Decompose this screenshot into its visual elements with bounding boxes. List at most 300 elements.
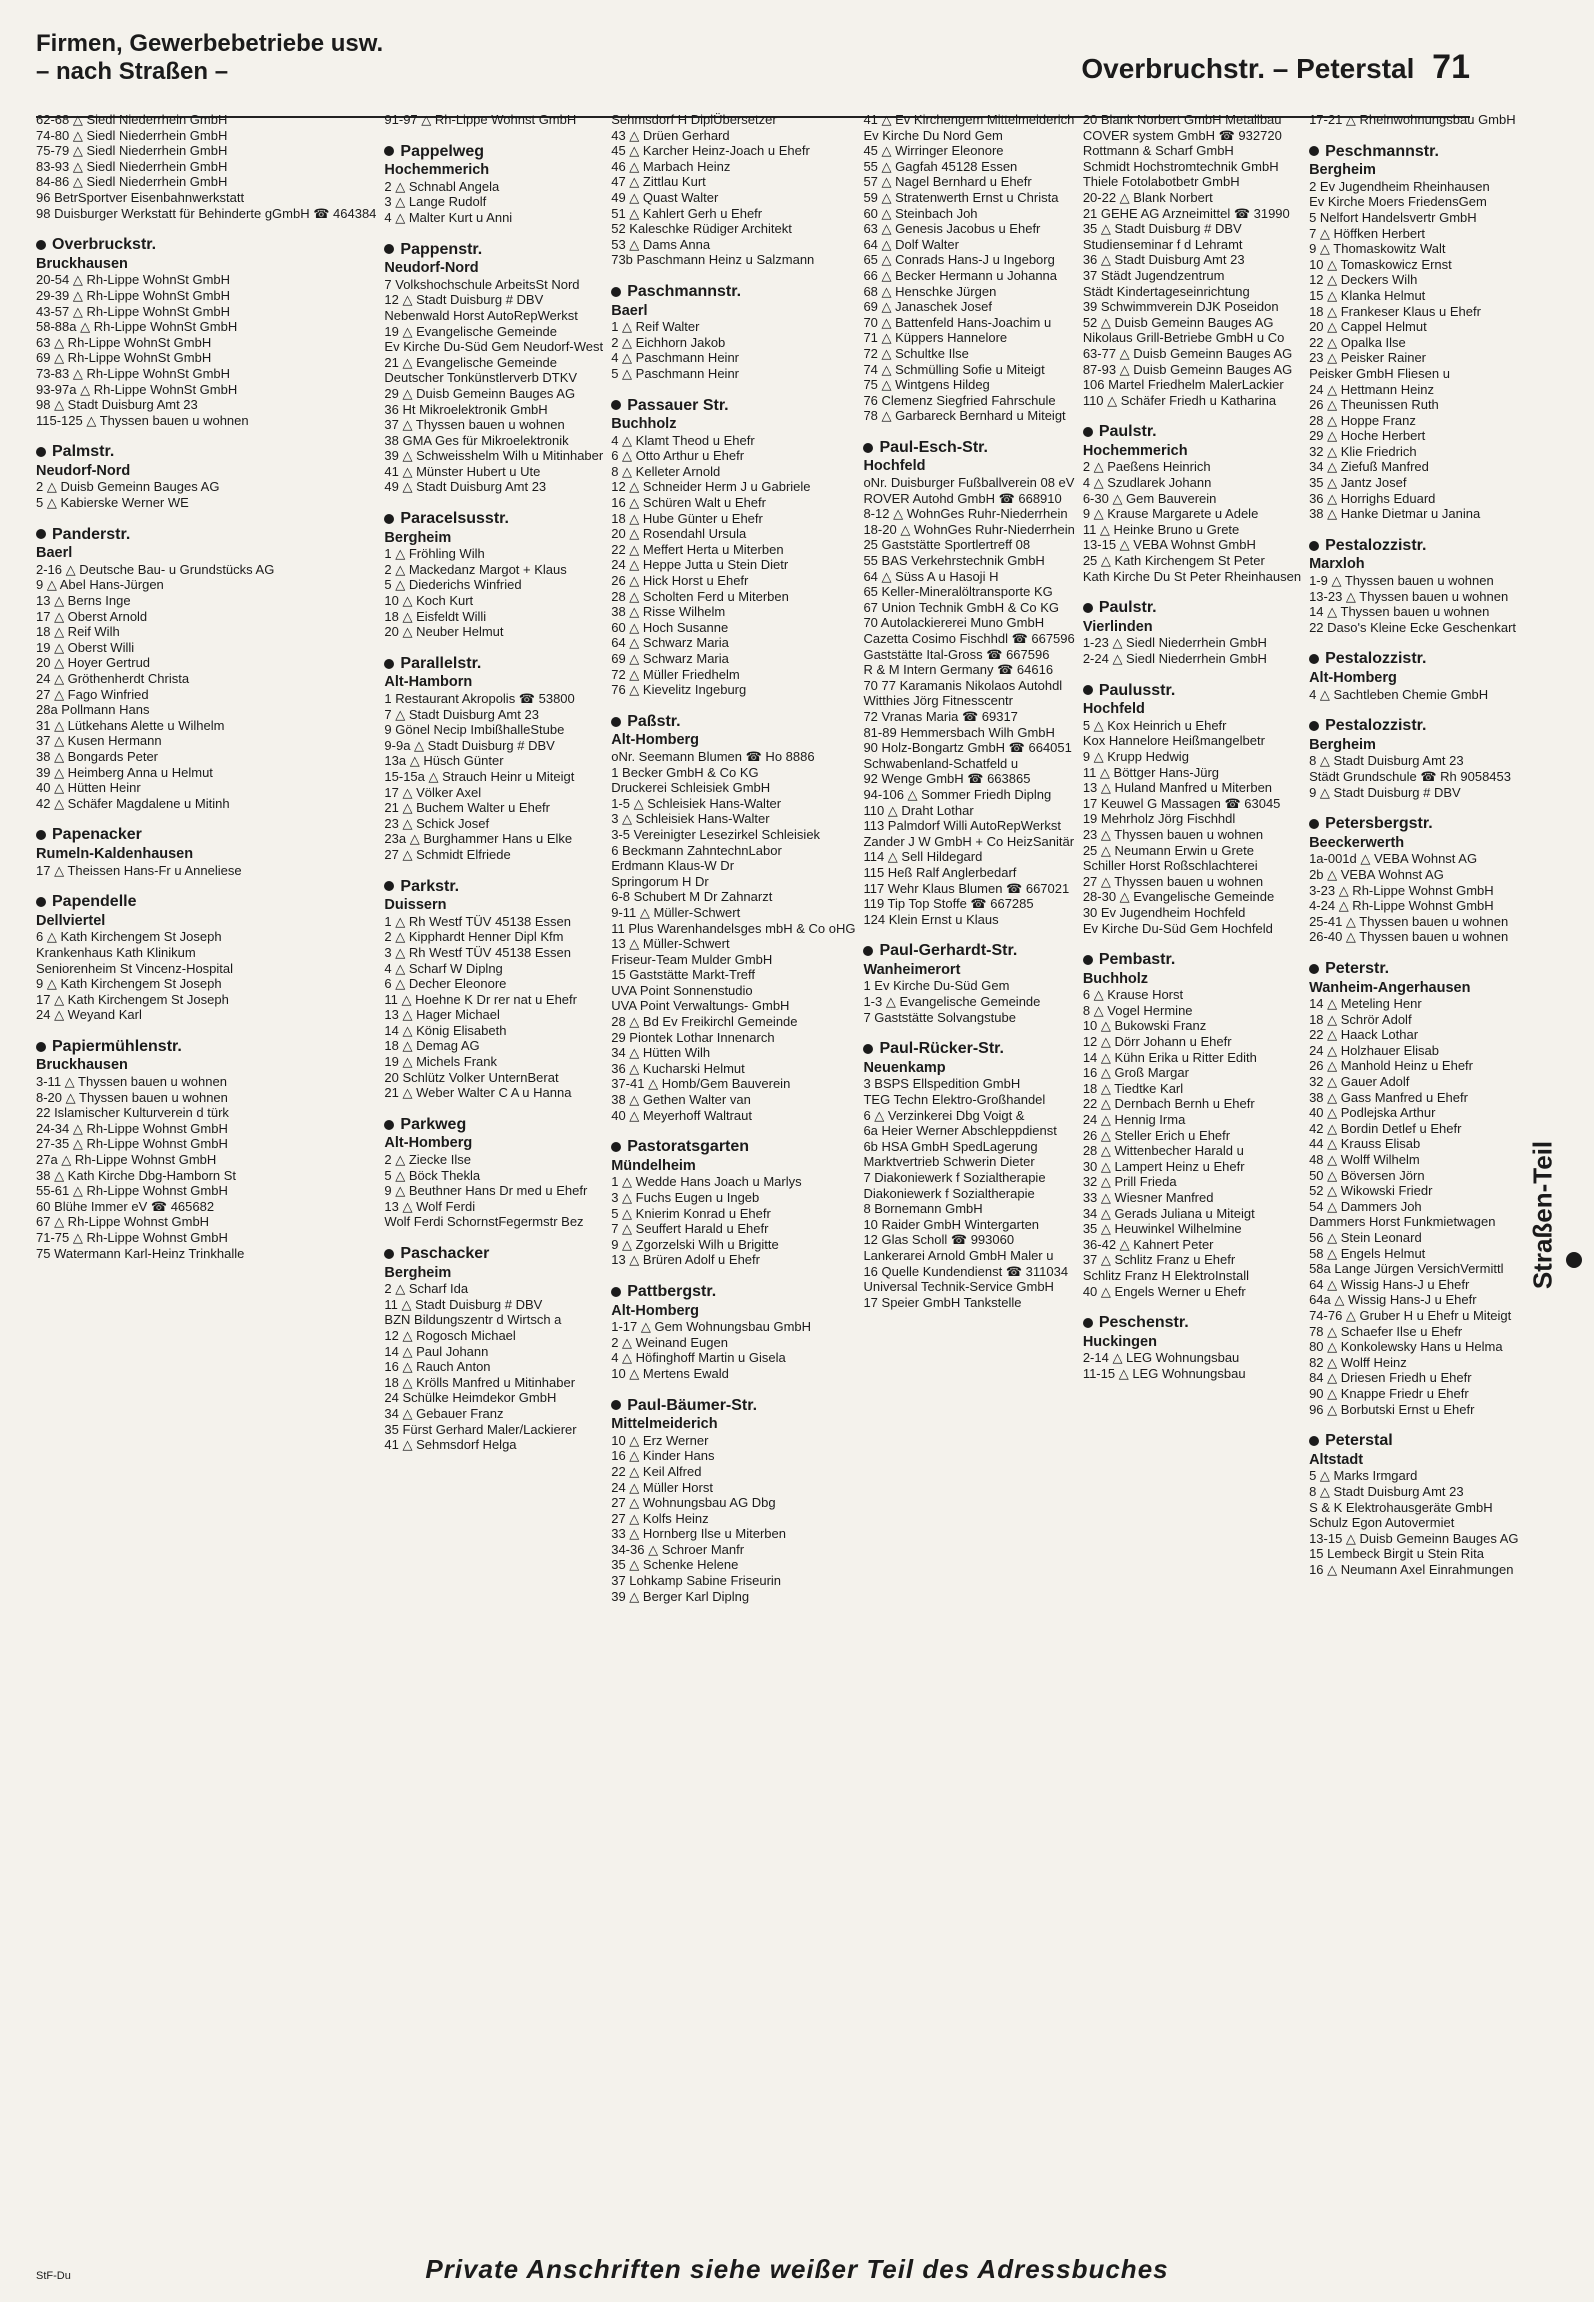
bullet-icon: [1083, 685, 1093, 695]
directory-entry: 10 △ Koch Kurt: [384, 593, 474, 609]
directory-entry: 6 △ Otto Arthur u Ehefr: [611, 448, 745, 464]
directory-entry: 8 △ Kelleter Arnold: [611, 463, 721, 479]
bullet-icon: [1083, 603, 1093, 613]
directory-entry: 67 Union Technik GmbH & Co KG: [863, 599, 1060, 615]
bullet-icon: [384, 146, 394, 156]
directory-entry: 36 △ Horrighs Eduard: [1309, 490, 1436, 506]
directory-entry: 17 Speier GmbH Tankstelle: [863, 1294, 1022, 1310]
directory-entry: 28 △ Bd Ev Freikirchl Gemeinde: [611, 1014, 798, 1030]
district-name: Bergheim: [384, 1264, 452, 1281]
directory-entry: 6 Beckmann ZahntechnLabor: [611, 842, 782, 858]
street-block: [384, 1117, 603, 1230]
directory-entry: 16 △ Rauch Anton: [384, 1359, 491, 1375]
directory-entry: 6 △ Krause Horst: [1082, 987, 1184, 1003]
district-name: Marxloh: [1309, 556, 1365, 573]
directory-entry: 74 △ Schmülling Sofie u Miteigt: [863, 361, 1045, 377]
directory-entry: Witthies Jörg Fitnesscentr: [863, 693, 1013, 709]
district-name: Alt-Homberg: [611, 732, 700, 749]
directory-entry: 34 △ Hütten Wilh: [611, 1045, 711, 1061]
directory-entry: 13 △ Huland Manfred u Miterben: [1082, 780, 1273, 796]
directory-entry: 4 △ Klamt Theod u Ehefr: [611, 432, 755, 448]
district-name: Wanheimerort: [863, 961, 961, 978]
street-heading: [1309, 718, 1518, 734]
street-block: [36, 894, 376, 1023]
directory-entry: 13 △ Wolf Ferdi: [384, 1198, 476, 1214]
directory-entry: 22 △ Haack Lothar: [1309, 1027, 1419, 1043]
directory-entry: 115 Heß Ralf Anglerbedarf: [863, 864, 1017, 880]
directory-entry: 84-86 △ Siedl Niederrhein GmbH: [36, 174, 228, 190]
directory-entry: 75-79 △ Siedl Niederrhein GmbH: [36, 143, 228, 159]
directory-entry: 73-83 △ Rh-Lippe WohnSt GmbH: [36, 365, 231, 381]
directory-entry: 7 △ Stadt Duisburg Amt 23: [384, 706, 539, 722]
directory-entry: 1-3 △ Evangelische Gemeinde: [863, 994, 1041, 1010]
street-block: [863, 112, 1074, 424]
directory-entry: 52 △ Wikowski Friedr: [1309, 1183, 1433, 1199]
directory-entry: 53 △ Dams Anna: [611, 236, 711, 252]
directory-entry: 60 △ Hoch Susanne: [611, 619, 729, 635]
district-name: Buchholz: [1082, 970, 1149, 987]
directory-entry: Zander J W GmbH + Co HeizSanitär: [863, 833, 1075, 849]
directory-entry: 2 △ Kipphardt Henner Dipl Kfm: [384, 929, 564, 945]
directory-entry: 22 △ Opalka Ilse: [1309, 334, 1406, 350]
street-heading: [384, 879, 603, 895]
directory-entry: 9 △ Kath Kirchengem St Joseph: [36, 976, 222, 992]
directory-entry: 34 △ Gebauer Franz: [384, 1405, 504, 1421]
directory-entry: Kath Kirche Du St Peter Rheinhausen: [1082, 568, 1302, 584]
street-name: Pattbergstr.: [627, 1282, 717, 1300]
street-block: [1309, 961, 1518, 1417]
directory-entry: 2b △ VEBA Wohnst AG: [1309, 866, 1444, 882]
district-name: Bergheim: [384, 529, 452, 546]
directory-entry: Krankenhaus Kath Klinikum: [36, 944, 196, 960]
street-heading: [1083, 1315, 1301, 1331]
directory-entry: 10 △ Tomaskowicz Ernst: [1309, 256, 1452, 272]
street-name: Paulusstr.: [1098, 681, 1176, 699]
directory-entry: 43-57 △ Rh-Lippe WohnSt GmbH: [36, 303, 231, 319]
street-block: [36, 444, 376, 510]
directory-entry: 37 Lohkamp Sabine Friseurin: [611, 1573, 782, 1589]
directory-entry: 29-39 △ Rh-Lippe WohnSt GmbH: [36, 287, 231, 303]
directory-entry: 33 △ Wiesner Manfred: [1082, 1190, 1214, 1205]
directory-entry: UVA Point Verwaltungs- GmbH: [611, 998, 790, 1014]
directory-entry: oNr. Seemann Blumen ☎ Ho 8886: [611, 748, 815, 764]
directory-entry: 73b Paschmann Heinz u Salzmann: [611, 252, 815, 268]
street-name: Parkstr.: [400, 877, 460, 895]
directory-entry: 80 △ Konkolewsky Hans u Helma: [1309, 1339, 1503, 1355]
directory-entry: 28 △ Hoppe Franz: [1309, 412, 1416, 428]
directory-entry: 24 △ Heppe Jutta u Stein Dietr: [611, 557, 789, 573]
directory-entry: 75 Watermann Karl-Heinz Trinkhalle: [36, 1245, 245, 1261]
directory-entry: 22 △ Dernbach Bernh u Ehefr: [1082, 1096, 1255, 1112]
directory-entry: 34 △ Gerads Juliana u Miteigt: [1082, 1205, 1255, 1221]
bullet-icon: [384, 1120, 394, 1130]
bullet-icon: [1309, 964, 1319, 974]
directory-entry: 18-20 △ WohnGes Ruhr-Niederrhein: [863, 521, 1075, 537]
directory-entry: 25 △ Kath Kirchengem St Peter: [1082, 553, 1265, 569]
bullet-icon: [36, 447, 46, 457]
directory-entry: 67 △ Rh-Lippe Wohnst GmbH: [36, 1214, 210, 1230]
bullet-icon: [1083, 1318, 1093, 1328]
directory-entry: 32 △ Klie Friedrich: [1309, 443, 1417, 459]
directory-entry: 9 △ Krupp Hedwig: [1082, 748, 1189, 764]
directory-entry: 4 △ Sachtleben Chemie GmbH: [1309, 686, 1489, 702]
directory-entry: 36 Ht Mikroelektronik GmbH: [384, 401, 548, 417]
directory-entry: 2-14 △ LEG Wohnungsbau: [1082, 1350, 1240, 1366]
directory-entry: 4-24 △ Rh-Lippe Wohnst GmbH: [1309, 898, 1494, 914]
directory-entry: Nebenwald Horst AutoRepWerkst: [384, 307, 578, 323]
street-heading: [36, 827, 376, 843]
directory-entry: 110 △ Draht Lothar: [863, 802, 974, 818]
bullet-icon: [611, 1142, 621, 1152]
directory-entry: 26 △ Steller Erich u Ehefr: [1082, 1127, 1231, 1143]
directory-entry: 35 △ Heuwinkel Wilhelmine: [1082, 1221, 1242, 1237]
directory-entry: 16 △ Schüren Walt u Ehefr: [611, 495, 766, 511]
street-heading: [36, 894, 376, 910]
directory-entry: 40 △ Engels Werner u Ehefr: [1082, 1283, 1246, 1299]
directory-entry: 14 △ König Elisabeth: [384, 1022, 507, 1038]
directory-entry: 27 △ Wohnungsbau AG Dbg: [611, 1495, 776, 1511]
street-name: Panderstr.: [52, 525, 131, 543]
directory-entry: 12 △ Dörr Johann u Ehefr: [1082, 1034, 1232, 1050]
directory-entry: 40 △ Hütten Heinr: [36, 780, 141, 796]
directory-entry: 19 Mehrholz Jörg Fischhdl: [1082, 811, 1236, 827]
directory-entry: 113 Palmdorf Willi AutoRepWerkst: [863, 818, 1061, 834]
directory-entry: 10 △ Mertens Ewald: [611, 1365, 729, 1381]
directory-column: [1083, 112, 1301, 2192]
directory-entry: 70 77 Karamanis Nikolaos Autohdl: [863, 677, 1063, 693]
directory-entry: Peisker GmbH Fliesen u: [1309, 365, 1450, 381]
directory-entry: 3 △ Fuchs Eugen u Ingeb: [611, 1190, 760, 1205]
directory-entry: 8 △ Stadt Duisburg Amt 23: [1309, 1483, 1464, 1499]
district-name: Vierlinden: [1082, 618, 1153, 635]
street-block: [611, 112, 855, 268]
bullet-icon: [611, 1400, 621, 1410]
district-name: Hochemmerich: [1082, 442, 1188, 459]
directory-entry: 28 △ Scholten Ferd u Miterben: [611, 588, 789, 604]
directory-entry: COVER system GmbH ☎ 932720: [1082, 127, 1282, 143]
street-heading: [1083, 600, 1301, 616]
street-heading: [384, 144, 603, 160]
directory-entry: 17 Keuwel G Massagen ☎ 63045: [1082, 795, 1281, 811]
directory-entry: 10 Raider GmbH Wintergarten: [863, 1216, 1040, 1232]
street-heading: [1309, 144, 1518, 160]
directory-entry: 49 △ Stadt Duisburg Amt 23: [384, 479, 547, 495]
directory-entry: 27 △ Schmidt Elfriede: [384, 846, 511, 862]
directory-entry: 17-21 △ Rheinwohnungsbau GmbH: [1309, 112, 1516, 127]
directory-entry: 28-30 △ Evangelische Gemeinde: [1082, 889, 1275, 905]
directory-entry: 71 △ Küppers Hannelore: [863, 330, 1008, 346]
directory-entry: 21 △ Evangelische Gemeinde: [384, 354, 558, 370]
directory-entry: 74-80 △ Siedl Niederrhein GmbH: [36, 127, 228, 143]
bullet-icon: [36, 897, 46, 907]
directory-entry: 21 △ Weber Walter C A u Hanna: [384, 1085, 572, 1101]
directory-entry: 39 △ Berger Karl Diplng: [611, 1588, 750, 1604]
directory-entry: 20 △ Hoyer Gertrud: [36, 655, 151, 671]
directory-entry: 2-16 △ Deutsche Bau- u Grundstücks AG: [36, 561, 275, 577]
street-name: Paulstr.: [1098, 423, 1157, 441]
directory-entry: Ev Kirche Du Nord Gem: [863, 127, 1003, 143]
directory-entry: 24 Schülke Heimdekor GmbH: [384, 1390, 557, 1406]
directory-entry: 19 △ Michels Frank: [384, 1054, 497, 1070]
directory-entry: 4 △ Scharf W Diplng: [384, 960, 503, 976]
footer-code: StF-Du: [36, 2270, 71, 2282]
district-name: Neudorf-Nord: [36, 462, 131, 479]
directory-entry: Studienseminar f d Lehramt: [1082, 236, 1243, 252]
bullet-icon: [36, 1042, 46, 1052]
directory-entry: 83-93 △ Siedl Niederrhein GmbH: [36, 158, 228, 174]
directory-entry: 37 △ Schlitz Franz u Ehefr: [1082, 1252, 1236, 1268]
directory-entry: 21 GEHE AG Arzneimittel ☎ 31990: [1082, 205, 1290, 221]
directory-entry: 54 △ Dammers Joh: [1309, 1198, 1422, 1214]
directory-entry: 25-41 △ Thyssen bauen u wohnen: [1309, 913, 1509, 929]
directory-entry: Erdmann Klaus-W Dr: [611, 858, 735, 874]
district-name: Bruckhausen: [36, 1057, 128, 1074]
directory-entry: 22 Daso's Kleine Ecke Geschenkart: [1309, 619, 1517, 635]
district-name: Baerl: [611, 302, 648, 319]
street-heading: [1309, 961, 1518, 977]
directory-entry: 26 △ Hick Horst u Ehefr: [611, 573, 749, 589]
directory-entry: 75 △ Wintgens Hildeg: [863, 377, 990, 393]
directory-entry: 38 △ Kath Kirche Dbg-Hamborn St: [36, 1167, 237, 1183]
directory-entry: 1 Ev Kirche Du-Süd Gem: [863, 978, 1010, 994]
directory-entry: 13 △ Müller-Schwert: [611, 936, 730, 952]
directory-entry: 57 △ Nagel Bernhard u Ehefr: [863, 174, 1032, 190]
directory-entry: 4 △ Malter Kurt u Anni: [384, 209, 513, 225]
street-heading: [36, 444, 376, 460]
directory-entry: 93-97a △ Rh-Lippe WohnSt GmbH: [36, 381, 238, 397]
directory-entry: 32 △ Gauer Adolf: [1309, 1074, 1410, 1090]
directory-entry: 19 △ Evangelische Gemeinde: [384, 323, 558, 339]
district-name: Alt-Hamborn: [384, 674, 473, 691]
directory-column: [611, 112, 855, 2192]
bullet-icon: [384, 1249, 394, 1259]
directory-entry: Marktvertrieb Schwerin Dieter: [863, 1154, 1035, 1170]
street-block: [611, 1284, 855, 1382]
district-name: Duissern: [384, 897, 447, 914]
directory-entry: 34-36 △ Schroer Manfr: [611, 1541, 745, 1557]
street-name: Pappelweg: [400, 142, 484, 160]
directory-entry: 10 △ Erz Werner: [611, 1432, 709, 1448]
bullet-icon: [611, 287, 621, 297]
directory-entry: 64 △ Süss A u Hasoji H: [863, 568, 999, 584]
directory-entry: 1 △ Rh Westf TÜV 45138 Essen: [384, 913, 571, 929]
directory-entry: 7 △ Höffken Herbert: [1309, 225, 1426, 241]
street-heading: [1083, 424, 1301, 440]
directory-entry: 59 △ Stratenwerth Ernst u Christa: [863, 189, 1059, 205]
directory-entry: Thiele Fotolabotbetr GmbH: [1082, 174, 1240, 190]
bullet-icon: [1309, 819, 1319, 829]
directory-entry: Schiller Horst Roßschlachterei: [1082, 858, 1258, 874]
street-name: Paschacker: [400, 1245, 490, 1262]
directory-entry: Ev Kirche Moers FriedensGem: [1309, 194, 1487, 210]
street-block: [1083, 600, 1301, 666]
directory-entry: 70 △ Battenfeld Hans-Joachim u: [863, 314, 1052, 330]
footer-note: Private Anschriften siehe weißer Teil des Adressbuches: [425, 2254, 1169, 2284]
bullet-icon: [1309, 654, 1319, 664]
page-header: [36, 30, 1470, 118]
street-block: [384, 144, 603, 226]
directory-entry: 45 △ Karcher Heinz-Joach u Ehefr: [611, 143, 810, 159]
district-name: Hochemmerich: [384, 162, 490, 179]
directory-entry: Druckerei Schleisiek GmbH: [611, 780, 771, 796]
directory-entry: Städt Kindertageseinrichtung: [1082, 283, 1250, 299]
directory-entry: 58 △ Engels Helmut: [1309, 1245, 1426, 1261]
directory-entry: 7 Volkshochschule ArbeitsSt Nord: [384, 276, 580, 292]
directory-entry: 1a-001d △ VEBA Wohnst AG: [1309, 851, 1478, 867]
directory-entry: 5 △ Diederichs Winfried: [384, 577, 522, 593]
directory-entry: ROVER Autohd GmbH ☎ 668910: [863, 490, 1062, 506]
street-heading: [611, 1398, 855, 1414]
directory-entry: 13a △ Hüsch Günter: [384, 753, 504, 769]
side-tab-dot-icon: [1566, 1252, 1582, 1268]
directory-entry: 4 △ Höfinghoff Martin u Gisela: [611, 1350, 786, 1366]
directory-entry: 78 △ Garbareck Bernhard u Miteigt: [863, 408, 1066, 424]
directory-entry: 40 △ Podlejska Arthur: [1309, 1105, 1436, 1121]
side-tab-label: Straßen-Teil: [1527, 1140, 1558, 1290]
directory-entry: 16 △ Groß Margar: [1082, 1065, 1189, 1081]
directory-entry: 18 △ Frankeser Klaus u Ehefr: [1309, 303, 1481, 319]
directory-entry: 2 Ev Jugendheim Rheinhausen: [1309, 178, 1490, 194]
directory-entry: 43 △ Drüen Gerhard: [611, 127, 730, 143]
directory-entry: Schwabenland-Schatfeld u: [863, 755, 1019, 771]
directory-entry: 115-125 △ Thyssen bauen u wohnen: [36, 412, 249, 428]
directory-entry: 90 Holz-Bongartz GmbH ☎ 664051: [863, 740, 1072, 756]
street-heading: [611, 284, 855, 300]
street-heading: [863, 1041, 1074, 1057]
street-name: Peterstr.: [1325, 959, 1390, 977]
directory-entry: 28a Pollmann Hans: [36, 702, 150, 718]
directory-entry: Wolf Ferdi SchornstFegermstr Bez: [384, 1214, 584, 1230]
directory-entry: 12 △ Deckers Wilh: [1309, 272, 1418, 288]
directory-entry: 64 △ Schwarz Maria: [611, 635, 729, 651]
directory-entry: 11 △ Böttger Hans-Jürg: [1082, 764, 1220, 780]
directory-entry: 20-22 △ Blank Norbert: [1082, 189, 1213, 205]
directory-entry: 37-41 △ Homb/Gem Bauverein: [611, 1076, 791, 1092]
directory-entry: 58a Lange Jürgen VersichVermittl: [1309, 1261, 1504, 1277]
directory-entry: 8 Bornemann GmbH: [863, 1201, 983, 1217]
directory-entry: 37 △ Kusen Hermann: [36, 733, 162, 749]
directory-entry: 6-8 Schubert M Dr Zahnarzt: [611, 889, 773, 905]
directory-entry: 22 △ Keil Alfred: [611, 1463, 702, 1479]
street-block: [1309, 651, 1518, 702]
directory-entry: 60 Blühe Immer eV ☎ 465682: [36, 1198, 215, 1214]
directory-entry: 69 △ Rh-Lippe WohnSt GmbH: [36, 350, 212, 366]
directory-entry: Nikolaus Grill-Betriebe GmbH u Co: [1082, 330, 1285, 346]
district-name: Mittelmeiderich: [611, 1416, 718, 1433]
directory-entry: 38 △ Risse Wilhelm: [611, 604, 726, 620]
street-name: Paul-Gerhardt-Str.: [879, 942, 1018, 960]
bullet-icon: [611, 1287, 621, 1297]
street-block: [1083, 952, 1301, 1299]
district-name: Altstadt: [1309, 1451, 1364, 1468]
directory-entry: 9 △ Krause Margarete u Adele: [1082, 506, 1259, 522]
directory-entry: 14 △ Paul Johann: [384, 1343, 489, 1359]
directory-entry: 36 △ Stadt Duisburg Amt 23: [1082, 252, 1245, 268]
street-heading: [1083, 952, 1301, 968]
directory-entry: 71-75 △ Rh-Lippe Wohnst GmbH: [36, 1230, 228, 1245]
directory-entry: Schulz Egon Autovermiet: [1309, 1515, 1455, 1531]
district-name: Alt-Homberg: [384, 1135, 473, 1152]
bullet-icon: [384, 881, 394, 891]
street-block: [384, 242, 603, 496]
street-block: [611, 398, 855, 698]
directory-entry: 1-9 △ Thyssen bauen u wohnen: [1309, 573, 1494, 589]
directory-entry: 98 Duisburger Werkstatt für Behinderte gGmbH ☎ 464384: [36, 205, 377, 221]
directory-entry: 62-68 △ Siedl Niederrhein GmbH: [36, 112, 228, 127]
district-name: Baerl: [36, 545, 73, 562]
directory-entry: 35 △ Jantz Josef: [1309, 475, 1407, 491]
directory-entry: 42 △ Schäfer Magdalene u Mitinh: [36, 795, 230, 811]
directory-entry: 9 Gönel Necip ImbißhalleStube: [384, 722, 565, 738]
street-block: [36, 112, 376, 221]
directory-entry: 11 △ Heinke Bruno u Grete: [1082, 521, 1240, 537]
directory-entry: 13-23 △ Thyssen bauen u wohnen: [1309, 588, 1509, 604]
directory-entry: 6 △ Verzinkerei Dbg Voigt &: [863, 1107, 1025, 1123]
street-heading: [36, 527, 376, 543]
directory-entry: 56 △ Stein Leonard: [1309, 1230, 1422, 1245]
directory-entry: 33 △ Hornberg Ilse u Miterben: [611, 1526, 786, 1542]
directory-entry: 23 △ Thyssen bauen u wohnen: [1082, 826, 1264, 842]
directory-entry: 24 △ Weyand Karl: [36, 1007, 142, 1023]
directory-entry: 2 △ Eichhorn Jakob: [611, 334, 726, 350]
street-name: Pestalozzistr.: [1325, 536, 1427, 554]
street-name: Paulstr.: [1098, 599, 1157, 617]
district-name: Buchholz: [611, 416, 677, 433]
directory-column: [863, 112, 1074, 2192]
directory-entry: 7 Gaststätte Solvangstube: [863, 1009, 1016, 1025]
directory-entry: oNr. Duisburger Fußballverein 08 eV: [863, 475, 1075, 491]
directory-entry: 41 △ Ev Kirchengem Mittelmeiderich: [863, 112, 1075, 127]
directory-entry: 1-23 △ Siedl Niederrhein GmbH: [1082, 635, 1267, 651]
directory-entry: 24 △ Müller Horst: [611, 1479, 713, 1495]
directory-entry: 24 △ Hennig Irma: [1082, 1112, 1186, 1128]
directory-entry: 35 △ Stadt Duisburg # DBV: [1082, 221, 1242, 237]
directory-entry: Universal Technik-Service GmbH: [863, 1279, 1054, 1295]
directory-entry: 1 Becker GmbH & Co KG: [611, 764, 759, 780]
directory-entry: 4 △ Szudlarek Johann: [1082, 475, 1212, 491]
directory-entry: 72 Vranas Maria ☎ 69317: [863, 708, 1018, 724]
directory-entry: 25 △ Neumann Erwin u Grete: [1082, 842, 1254, 858]
directory-entry: 9 △ Beuthner Hans Dr med u Ehefr: [384, 1183, 588, 1199]
directory-entry: 32 △ Prill Frieda: [1082, 1174, 1177, 1190]
directory-entry: Springorum H Dr: [611, 873, 709, 889]
directory-entry: 14 △ Thyssen bauen u wohnen: [1309, 604, 1490, 620]
district-name: Huckingen: [1082, 1333, 1157, 1350]
directory-entry: 6-30 △ Gem Bauverein: [1082, 490, 1217, 506]
directory-entry: 49 △ Quast Walter: [611, 189, 719, 205]
street-name: Peterstal: [1325, 1432, 1393, 1450]
directory-entry: 14 △ Meteling Henr: [1309, 996, 1422, 1012]
bullet-icon: [36, 830, 46, 840]
directory-entry: S & K Elektrohausgeräte GmbH: [1309, 1499, 1493, 1515]
directory-entry: 9 △ Zgorzelski Wilh u Brigitte: [611, 1236, 779, 1252]
directory-entry: 2 △ Mackedanz Margot + Klaus: [384, 561, 567, 577]
street-heading: [611, 1139, 855, 1155]
directory-entry: 13-15 △ VEBA Wohnst GmbH: [1082, 537, 1256, 553]
district-name: Alt-Homberg: [1309, 670, 1397, 686]
directory-entry: 64a △ Wissig Hans-J u Ehefr: [1309, 1292, 1477, 1308]
directory-entry: 13-15 △ Duisb Gemeinn Bauges AG: [1309, 1530, 1519, 1546]
directory-entry: 65 Keller-Mineralöltransporte KG: [863, 584, 1053, 600]
district-name: Beeckerwerth: [1309, 834, 1405, 851]
directory-entry: 38 △ Bongards Peter: [36, 748, 159, 764]
directory-entry: 66 △ Becker Hermann u Johanna: [863, 267, 1058, 283]
directory-entry: 17 △ Kath Kirchengem St Joseph: [36, 991, 229, 1007]
directory-entry: 9-9a △ Stadt Duisburg # DBV: [384, 737, 555, 753]
directory-entry: 55 BAS Verkehrstechnik GmbH: [863, 553, 1045, 569]
directory-entry: 20 △ Cappel Helmut: [1309, 319, 1427, 335]
directory-entry: 15 Gaststätte Markt-Treff: [611, 967, 755, 983]
